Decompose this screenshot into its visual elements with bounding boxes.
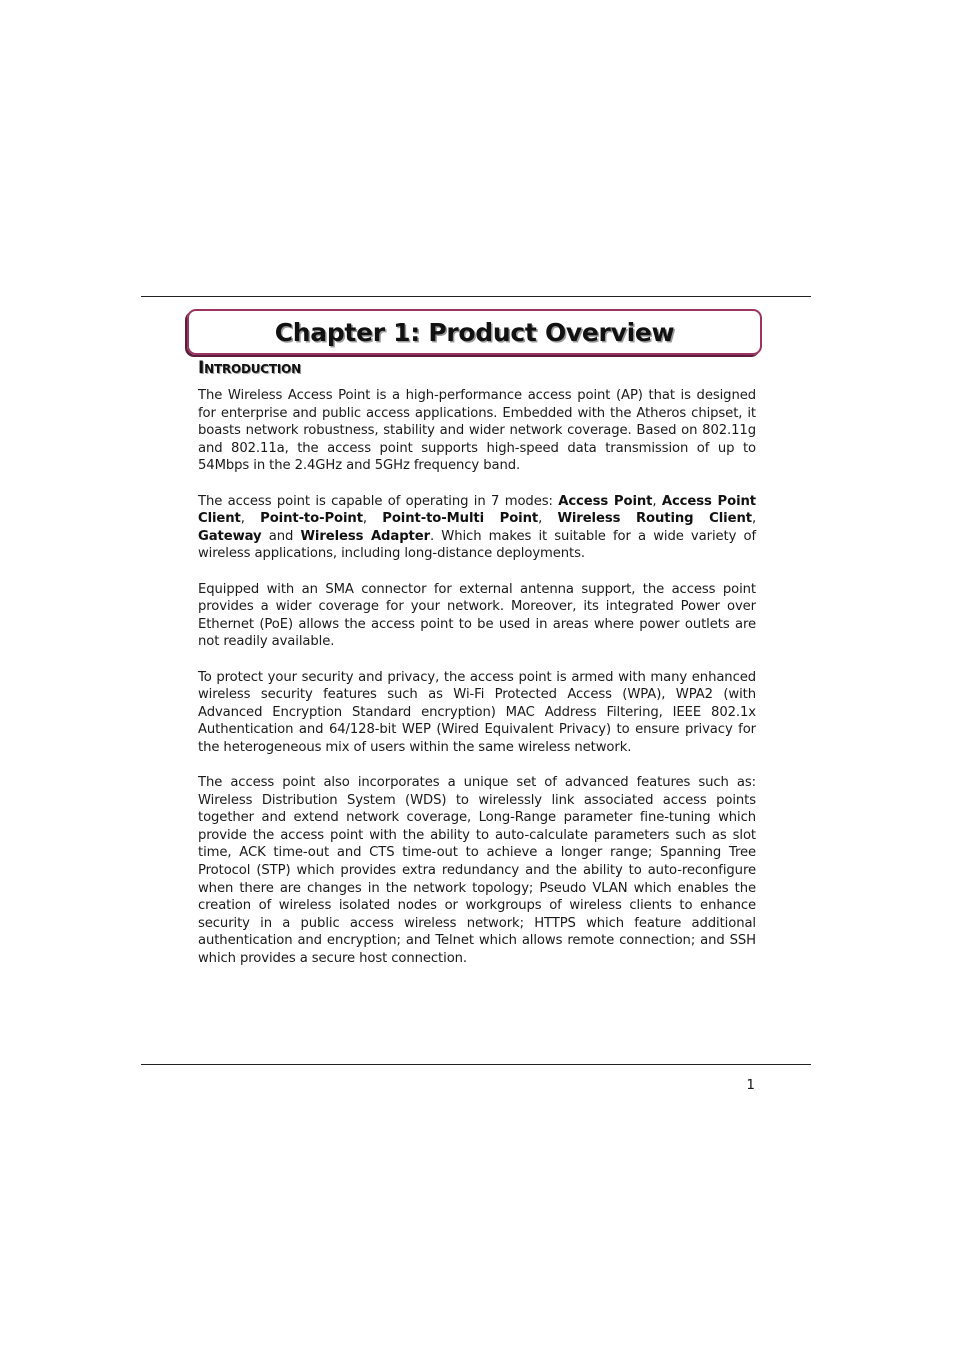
bottom-divider: [141, 1064, 811, 1065]
separator: ,: [751, 511, 757, 527]
paragraph-security: To protect your security and privacy, the access point is armed with many enhanced wireless security features such as Wi-Fi Protected Access (WPA), WPA2 (with Advanced Encryption Standard encryption) MAC Address Filtering, IEEE 802.1x Authentication and 64/128-bit WEP (Wired Equivalent Privacy) to ensure privacy for the heterogeneous mix of users within the same wireless network.: [198, 669, 756, 755]
section-heading: Introduction: [198, 358, 302, 378]
paragraph-intro: The Wireless Access Point is a high-performance access point (AP) that is designed for enterprise and public access applications. Embedded with the Atheros chipset, it boasts network robustness, stability and wider network coverage. Based on 802.11g and 802.11a, the access point supports high-speed data transmission of up to 54Mbps in the 2.4GHz and 5GHz frequency band.: [198, 388, 756, 474]
mode-access-point: Access Point: [558, 493, 653, 509]
separator: and: [261, 528, 301, 544]
mode-wireless-adapter: Wireless Adapter: [300, 528, 430, 544]
mode-point-to-multi-point: Point-to-Multi Point: [382, 511, 539, 527]
mode-point-to-point: Point-to-Point: [260, 511, 363, 527]
paragraph-advanced-features: The access point also incorporates a unique set of advanced features such as: Wireless Distribution System (WDS) to wirelessly link associated access points together and extend network coverage, Long-Range parameter fine-tuning which provide the access point with the ability to auto-calculate parameters such as slot time, ACK time-out and CTS time-out to achieve a longer range; Spanning Tree Protocol (STP) which provides extra redundancy and the ability to auto-reconfigure when there are changes in the network topology; Pseudo VLAN which enables the creation of wireless isolated nodes or workgroups of wireless clients to enhance security in a public access wireless network; HTTPS which feature additional authentication and encryption; and Telnet which allows remote connection; and SSH which provides a secure host connection.: [198, 775, 756, 966]
separator: ,: [652, 493, 662, 509]
body-text: [198, 387, 756, 985]
modes-outro-text: . Which makes it suitable for a wide variety of wireless applications, including long-distance deployments.: [198, 528, 757, 562]
separator: ,: [538, 511, 558, 527]
paragraph-antenna-poe: Equipped with an SMA connector for external antenna support, the access point provides a wider coverage for your network. Moreover, its integrated Power over Ethernet (PoE) allows the access point to be used in areas where power outlets are not readily available.: [198, 581, 756, 650]
chapter-title: Chapter 1: Product Overview: [274, 317, 675, 347]
separator: ,: [240, 511, 261, 527]
modes-intro-text: The access point is capable of operating in 7 modes:: [198, 493, 559, 509]
mode-wireless-routing-client: Wireless Routing Client: [557, 511, 752, 527]
separator: ,: [362, 511, 383, 527]
mode-access-point-client: Access Point Client: [198, 493, 756, 527]
paragraph-modes: [198, 493, 756, 563]
chapter-title-box: [187, 309, 762, 355]
top-divider: [141, 296, 811, 297]
mode-gateway: Gateway: [198, 528, 262, 544]
page-number: 1: [746, 1077, 755, 1093]
